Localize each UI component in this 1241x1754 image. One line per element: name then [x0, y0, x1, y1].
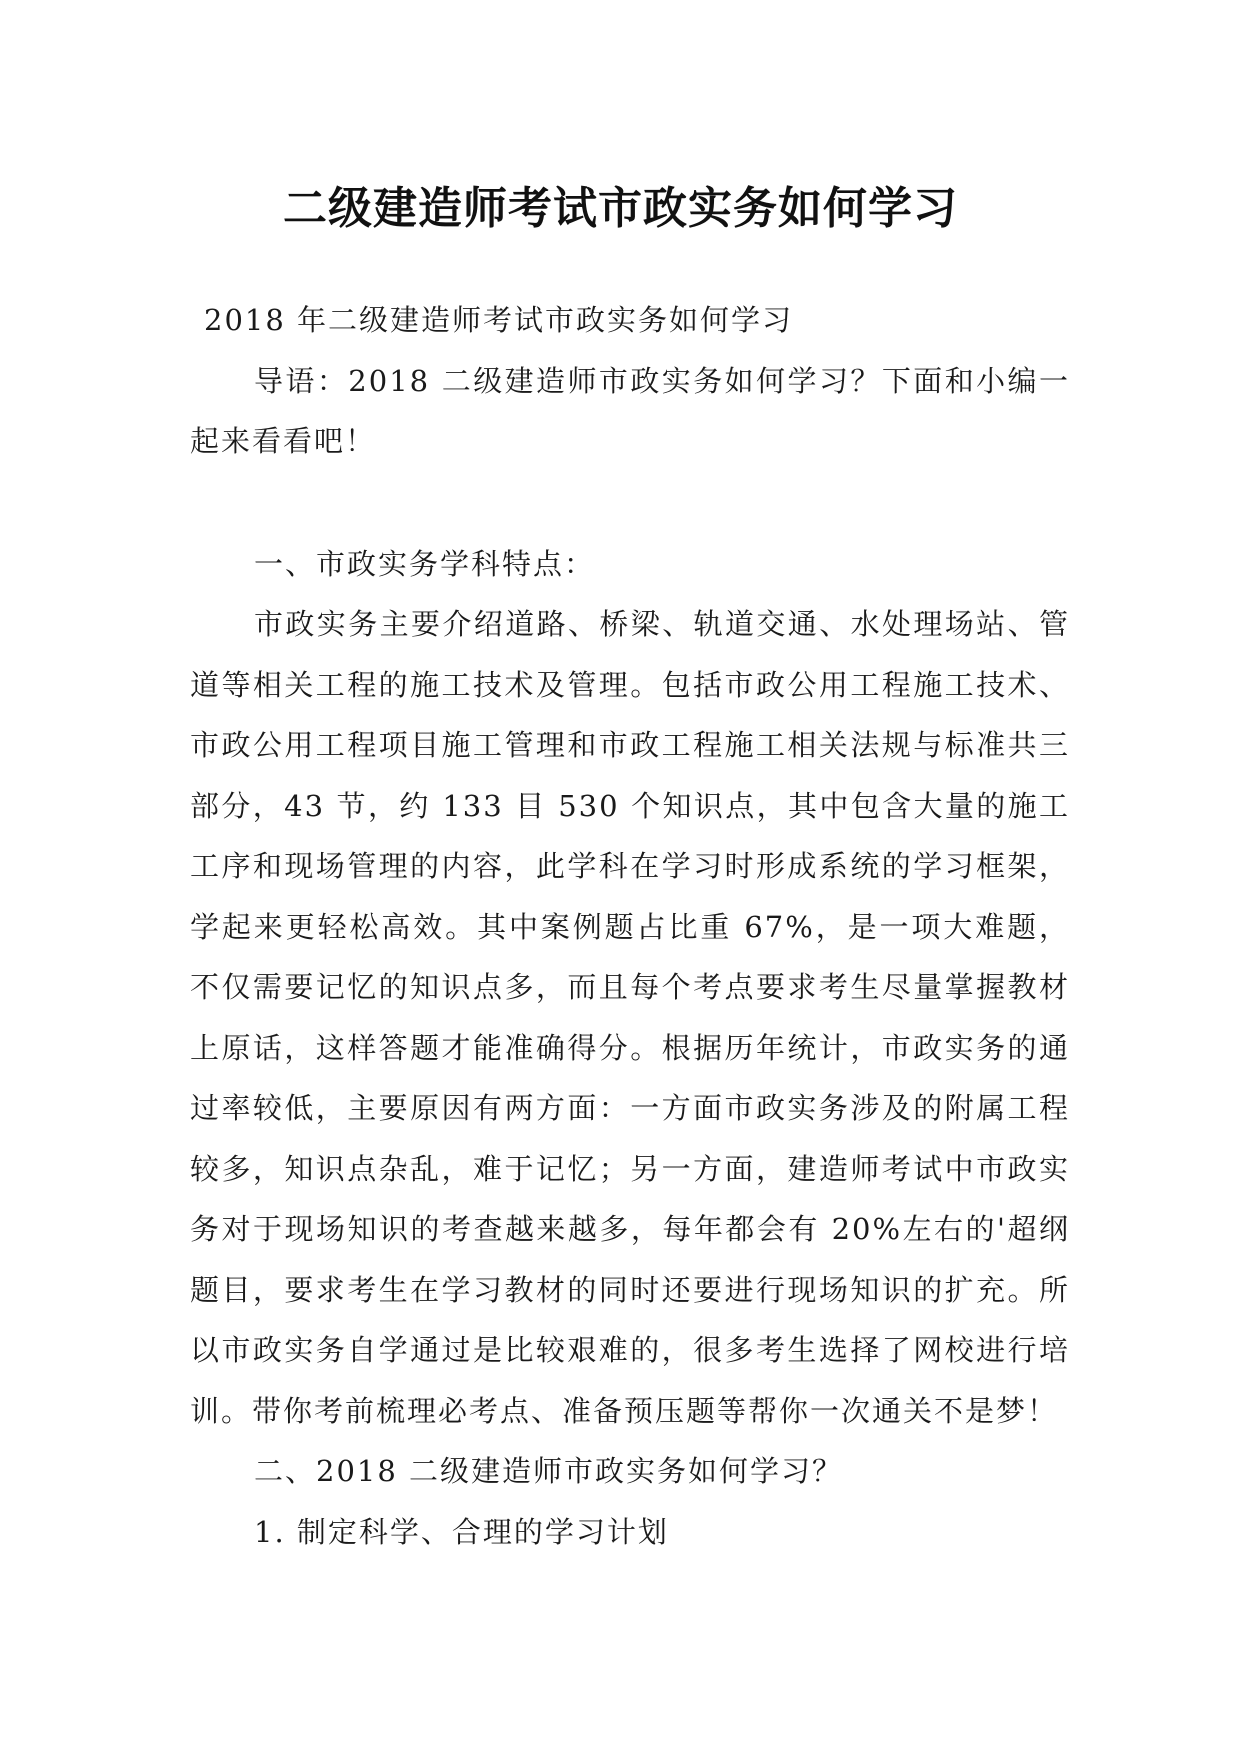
intro-paragraph: 导语：2018 二级建造师市政实务如何学习？下面和小编一起来看看吧！: [190, 363, 1070, 458]
section-2-heading: 二、2018 二级建造师市政实务如何学习？: [254, 1454, 844, 1488]
document-body: [190, 290, 1070, 1562]
document-subtitle: 2018 年二级建造师考试市政实务如何学习: [204, 303, 794, 337]
document-title: 二级建造师考试市政实务如何学习: [283, 183, 958, 235]
section-1-body: 市政实务主要介绍道路、桥梁、轨道交通、水处理场站、管道等相关工程的施工技术及管理。包括市政公用工程施工技术、市政公用工程项目施工管理和市政工程施工相关法规与标准共三部分，43 节，约 133 目 530 个知识点，其中包含大量的施工工序和现场管理的内容，此学科在学习时形成系统的学习框架，学起来更轻松高效。其中案例题占比重 67%，是一项大难题，不仅需要记忆的知识点多，而且每个考点要求考生尽量掌握教材上原话，这样答题才能准确得分。根据历年统计，市政实务的通过率较低，主要原因有两方面：一方面市政实务涉及的附属工程较多，知识点杂乱，难于记忆；另一方面，建造师考试中市政实务对于现场知识的考查越来越多，每年都会有 20%左右的'超纲题目，要求考生在学习教材的同时还要进行现场知识的扩充。所以市政实务自学通过是比较艰难的，很多考生选择了网校进行培训。带你考前梳理必考点、准备预压题等帮你一次通关不是梦！: [190, 607, 1070, 1428]
section-1-heading: 一、市政实务学科特点：: [254, 546, 596, 581]
paragraph-spacer: [190, 472, 1070, 534]
list-item-1: 1. 制定科学、合理的学习计划: [254, 1514, 669, 1549]
